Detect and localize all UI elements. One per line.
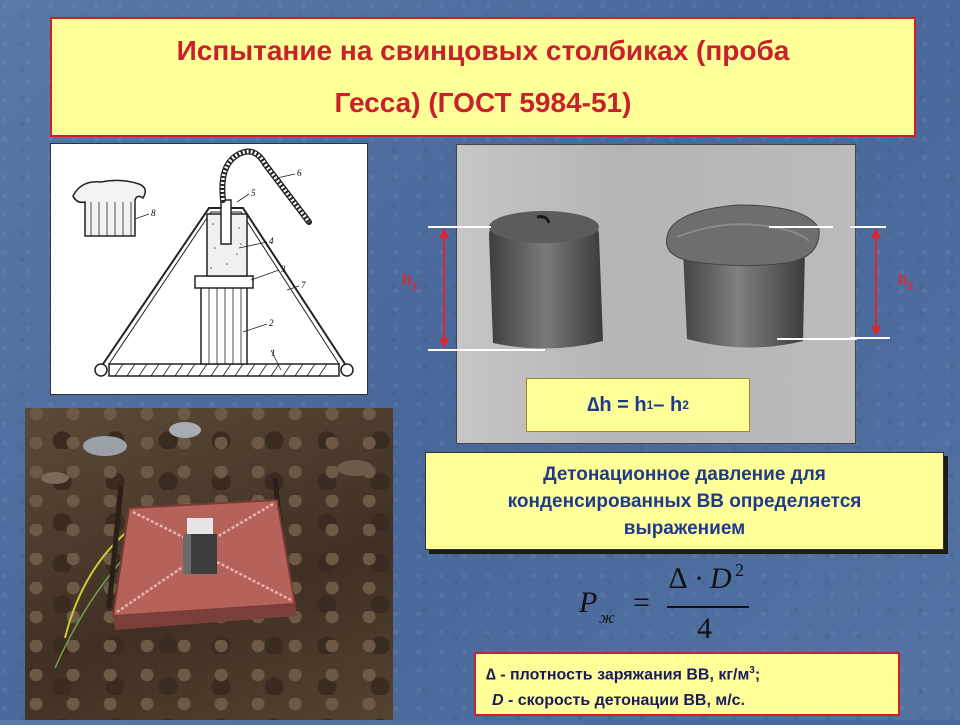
h2-base: h: [898, 272, 908, 289]
steel-disk: [195, 276, 253, 288]
drawing-label-3: 3: [281, 264, 286, 274]
h2-label: [898, 272, 913, 292]
deformed-sample-figure: [73, 180, 149, 236]
h1-sub: 1: [411, 281, 418, 293]
legend-line-1: [486, 658, 888, 688]
detonator: [221, 200, 231, 244]
delta-h-box: [526, 378, 750, 432]
delta-middle: – h: [653, 393, 683, 416]
drawing-label-5: 5: [251, 188, 256, 198]
det-line-2: конденсированных ВВ определяется: [507, 490, 862, 512]
pressure-formula: [575, 560, 775, 650]
title-box: [50, 17, 916, 137]
drawing-label-7: 7: [301, 280, 306, 290]
drawing-label-2: 2: [269, 318, 274, 328]
h2-sub: 2: [907, 281, 914, 293]
fuse-cord: [222, 152, 309, 222]
legend-velocity-text: - скорость детонации ВВ, м/с.: [503, 692, 745, 710]
field-test-photo: [25, 408, 393, 720]
delta-sub-1: 1: [646, 398, 654, 412]
legend-delta-symbol: ∆: [486, 666, 496, 684]
legend-d-symbol: D: [492, 692, 504, 710]
legend-box: [474, 652, 900, 716]
legend-line-2: [486, 688, 888, 714]
field-svg: [25, 408, 393, 720]
h1-label: [402, 272, 417, 292]
drawing-label-1: 1: [271, 348, 276, 358]
title-line-1: Испытание на свинцовых столбиках (проба: [176, 35, 790, 66]
fraction-bar: [667, 606, 749, 608]
lead-column: [201, 284, 247, 364]
formula-numerator: ∆ · D: [669, 562, 732, 595]
hess-test-drawing: [50, 143, 368, 395]
det-line-3: выражением: [623, 517, 746, 539]
formula-lhs-sub: ж: [599, 608, 615, 627]
legend-density-end: ;: [754, 666, 761, 684]
formula-exponent: 2: [735, 560, 744, 580]
legend-density-sup: 3: [749, 665, 755, 676]
delta-prefix: ∆h = h: [587, 393, 647, 416]
detonation-pressure-box: [425, 452, 944, 550]
formula-denominator: 4: [697, 612, 712, 645]
drawing-label-6: 6: [297, 168, 302, 178]
h1-base: h: [402, 272, 412, 289]
legend-density-text: - плотность заряжания ВВ, кг/м: [495, 666, 750, 684]
drawing-svg: [51, 144, 369, 396]
drawing-label-4: 4: [269, 236, 274, 246]
field-charge: [187, 518, 213, 536]
det-line-1: Детонационное давление для: [543, 463, 826, 485]
title-line-2: Гесса) (ГОСТ 5984-51): [334, 87, 632, 118]
formula-equals: =: [633, 586, 650, 619]
h2-marker: [850, 220, 900, 350]
formula-lhs: P: [579, 586, 598, 619]
drawing-label-8: 8: [151, 208, 156, 218]
delta-sub-2: 2: [682, 398, 689, 412]
